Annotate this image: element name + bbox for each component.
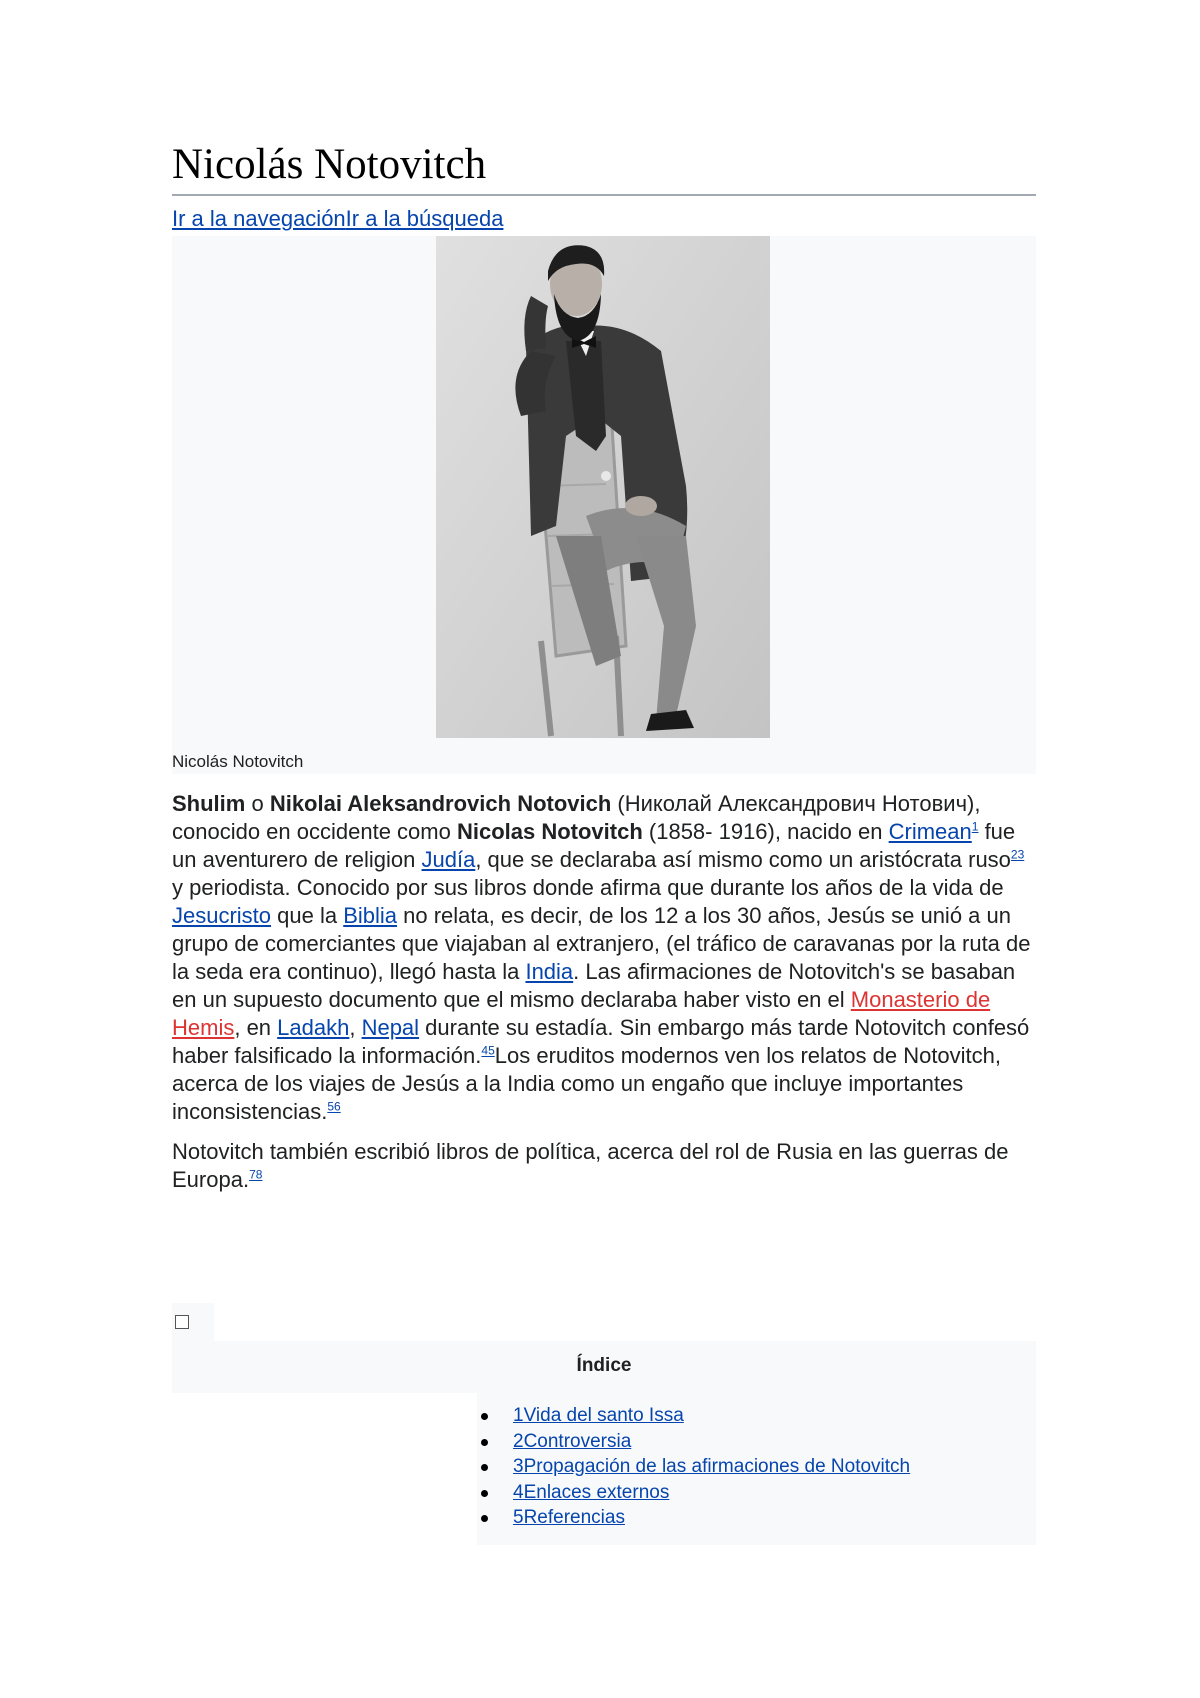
jump-to-search-link[interactable]: Ir a la búsqueda bbox=[345, 206, 504, 231]
toc-label: Vida del santo Issa bbox=[523, 1405, 684, 1426]
portrait-photo[interactable] bbox=[436, 236, 770, 738]
toc-item bbox=[477, 1454, 910, 1480]
link-ladakh[interactable]: Ladakh bbox=[277, 1015, 350, 1040]
infobox-figure bbox=[172, 236, 1036, 774]
text-run: no relata, es decir, de los 12 a los 30 años, Jesús se unió a un grupo de comerciantes que viajaban al extranjero, (el tráfico de caravanas por la ruta de la seda era continuo), llegó hasta la bbox=[172, 903, 1031, 984]
text-run: o bbox=[245, 791, 270, 816]
text-run: (1858- 1916), nacido en bbox=[642, 819, 889, 844]
toc-title: Índice bbox=[576, 1355, 632, 1376]
toc-number: 4 bbox=[513, 1481, 524, 1503]
link-judia[interactable]: Judía bbox=[421, 847, 476, 872]
text-run: , que se declaraba así mismo como un aristócrata ruso bbox=[475, 847, 1011, 872]
bold-name-nicolas: Nicolas Notovitch bbox=[456, 819, 643, 844]
toc-link-propagacion[interactable] bbox=[513, 1456, 910, 1477]
toc-label: Enlaces externos bbox=[523, 1481, 670, 1503]
toc-toggle[interactable] bbox=[172, 1303, 214, 1341]
toc-body bbox=[172, 1341, 1036, 1693]
politics-paragraph bbox=[172, 1138, 1036, 1194]
link-crimean[interactable]: Crimean bbox=[888, 819, 972, 844]
figure-caption: Nicolás Notovitch bbox=[172, 752, 304, 771]
toc-link-vida-del-santo-issa[interactable] bbox=[513, 1405, 684, 1426]
text-run: y periodista. Conocido por sus libros donde afirma que durante los años de la vida de bbox=[172, 875, 1004, 900]
ref-link-45[interactable]: 45 bbox=[481, 1043, 495, 1058]
ref-link-78[interactable]: 78 bbox=[249, 1167, 263, 1182]
toc-label: Propagación de las afirmaciones de Notovitch bbox=[523, 1456, 911, 1477]
ref-link-56[interactable]: 56 bbox=[327, 1099, 341, 1114]
link-india[interactable]: India bbox=[525, 959, 574, 984]
link-jesucristo[interactable]: Jesucristo bbox=[172, 903, 272, 928]
ref-link-23[interactable]: 23 bbox=[1010, 847, 1025, 862]
toc-list bbox=[477, 1403, 910, 1531]
text-run: , bbox=[349, 1015, 362, 1040]
link-monasterio-de-hemis[interactable]: Monasterio de Hemis bbox=[172, 987, 991, 1040]
toc-number: 2 bbox=[513, 1430, 524, 1452]
jump-to-navigation-link[interactable]: Ir a la navegación bbox=[172, 206, 346, 231]
text-run: Los eruditos modernos ven los relatos de Notovitch, acerca de los viajes de Jesús a la India como un engaño que incluye importantes inconsistencias. bbox=[172, 1043, 1002, 1124]
toc-link-referencias[interactable] bbox=[513, 1507, 625, 1528]
text-run: . Las afirmaciones de Notovitch's se basaban en un supuesto documento que el mismo declaraba haber visto en el bbox=[172, 959, 1016, 1012]
text-run: durante su estadía. Sin embargo más tarde Notovitch confesó haber falsificado la información. bbox=[172, 1015, 1030, 1068]
toc-number: 1 bbox=[513, 1405, 524, 1426]
link-nepal[interactable]: Nepal bbox=[361, 1015, 420, 1040]
intro-paragraph bbox=[172, 790, 1036, 1126]
toc-toggle-checkbox[interactable] bbox=[175, 1315, 189, 1329]
link-biblia[interactable]: Biblia bbox=[343, 903, 398, 928]
toc-label: Referencias bbox=[523, 1507, 625, 1528]
toc-item bbox=[477, 1403, 910, 1429]
toc-link-controversia[interactable] bbox=[513, 1431, 631, 1452]
jump-links bbox=[172, 204, 1036, 234]
toc-item bbox=[477, 1505, 910, 1531]
text-run: que la bbox=[271, 903, 344, 928]
toc-link-enlaces-externos[interactable] bbox=[513, 1482, 669, 1503]
article bbox=[172, 140, 1036, 1194]
text-run: , en bbox=[234, 1015, 278, 1040]
text-run: (Николай Александрович Нотович), conocido en occidente como bbox=[172, 791, 981, 844]
text-run: Notovitch también escribió libros de política, acerca del rol de Rusia en las guerras de Europa. bbox=[172, 1139, 1009, 1192]
bold-name-shulim: Shulim bbox=[172, 791, 246, 816]
table-of-contents bbox=[172, 1303, 1036, 1545]
portrait-illustration bbox=[436, 236, 770, 738]
bold-name-nikolai: Nikolai Aleksandrovich Notovich bbox=[269, 791, 612, 816]
toc-item bbox=[477, 1480, 910, 1506]
text-run: fue un aventurero de religion bbox=[172, 819, 1016, 872]
toc-number: 3 bbox=[513, 1456, 524, 1477]
ref-link-1[interactable]: 1 bbox=[971, 819, 979, 834]
toc-number: 5 bbox=[513, 1507, 524, 1528]
toc-label: Controversia bbox=[523, 1430, 632, 1452]
page-title: Nicolás Notovitch bbox=[172, 140, 1036, 196]
toc-item bbox=[477, 1429, 910, 1455]
